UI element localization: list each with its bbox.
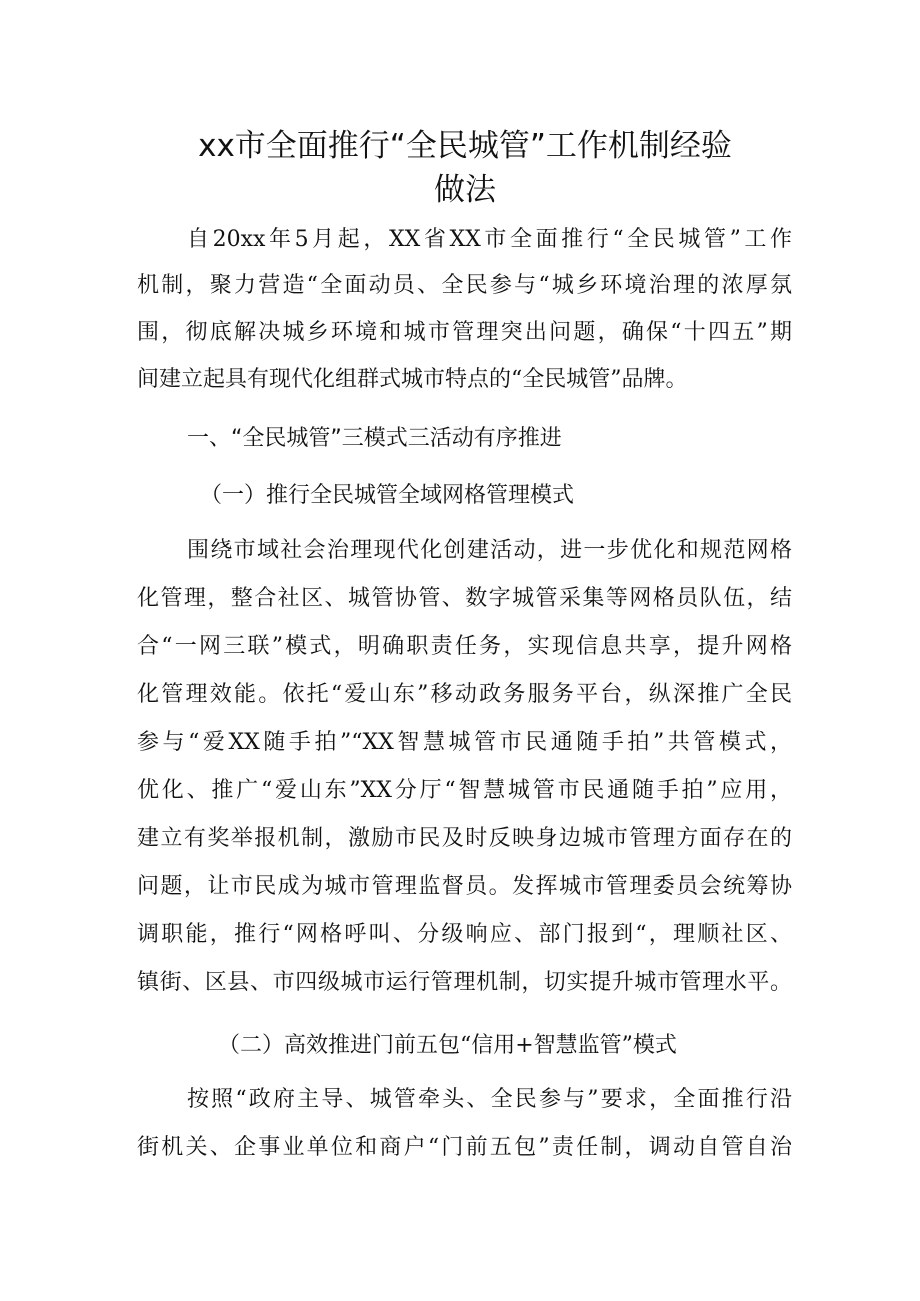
subsection-1-line-1: 围绕市域社会治理现代化创建活动，进一步优化和规范网格 (187, 538, 792, 563)
section-1-heading: 一、“全民城管”三模式三活动有序推进 (187, 426, 562, 451)
document-title-line-1: xx市全面推行“全民城管”工作机制经验 (198, 128, 732, 164)
subsection-1-line-9: 调职能，推行“网格呼叫、分级响应、部门报到“，理顺社区、 (137, 922, 792, 947)
intro-line-4: 间建立起具有现代化组群式城市特点的“全民城管”品牌。 (137, 367, 688, 392)
subsection-1-line-7: 建立有奖举报机制，激励市民及时反映身边城市管理方面存在的 (137, 826, 792, 851)
intro-line-3: 围，彻底解决城乡环境和城市管理突出问题，确保“十四五”期 (137, 320, 792, 345)
subsection-1-line-4: 化管理效能。依托“爱山东”移动政务服务平台，纵深推广全民 (137, 682, 792, 707)
subsection-2-line-2: 街机关、企事业单位和商户“门前五包”责任制，调动自管自治 (137, 1135, 792, 1160)
intro-line-2: 机制，聚力营造“全面动员、全民参与“城乡环境治理的浓厚氛 (137, 273, 792, 298)
subsection-1-line-5: 参与“爱XX随手拍”“XX智慧城管市民通随手拍”共管模式， (137, 730, 792, 755)
intro-line-1: 自20xx年5月起，XX省XX市全面推行“全民城管”工作 (187, 227, 792, 252)
subsection-1-line-2: 化管理，整合社区、城管协管、数字城管采集等网格员队伍，结 (137, 586, 792, 611)
subsection-1-line-10: 镇街、区县、市四级城市运行管理机制，切实提升城市管理水平。 (137, 970, 792, 995)
subsection-2-line-1: 按照“政府主导、城管牵头、全民参与”要求，全面推行沿 (187, 1087, 792, 1112)
document-title-line-2: 做法 (434, 172, 496, 208)
subsection-2-heading: （二）高效推进门前五包“信用+智慧监管”模式 (218, 1033, 677, 1058)
subsection-1-line-3: 合“一网三联”模式，明确职责任务，实现信息共享，提升网格 (137, 634, 792, 659)
subsection-1-line-8: 问题，让市民成为城市管理监督员。发挥城市管理委员会统筹协 (137, 874, 792, 899)
subsection-1-heading: （一）推行全民城管全域网格管理模式 (200, 483, 575, 508)
subsection-1-line-6: 优化、推广“爱山东”XX分厅“智慧城管市民通随手拍”应用， (137, 778, 792, 803)
